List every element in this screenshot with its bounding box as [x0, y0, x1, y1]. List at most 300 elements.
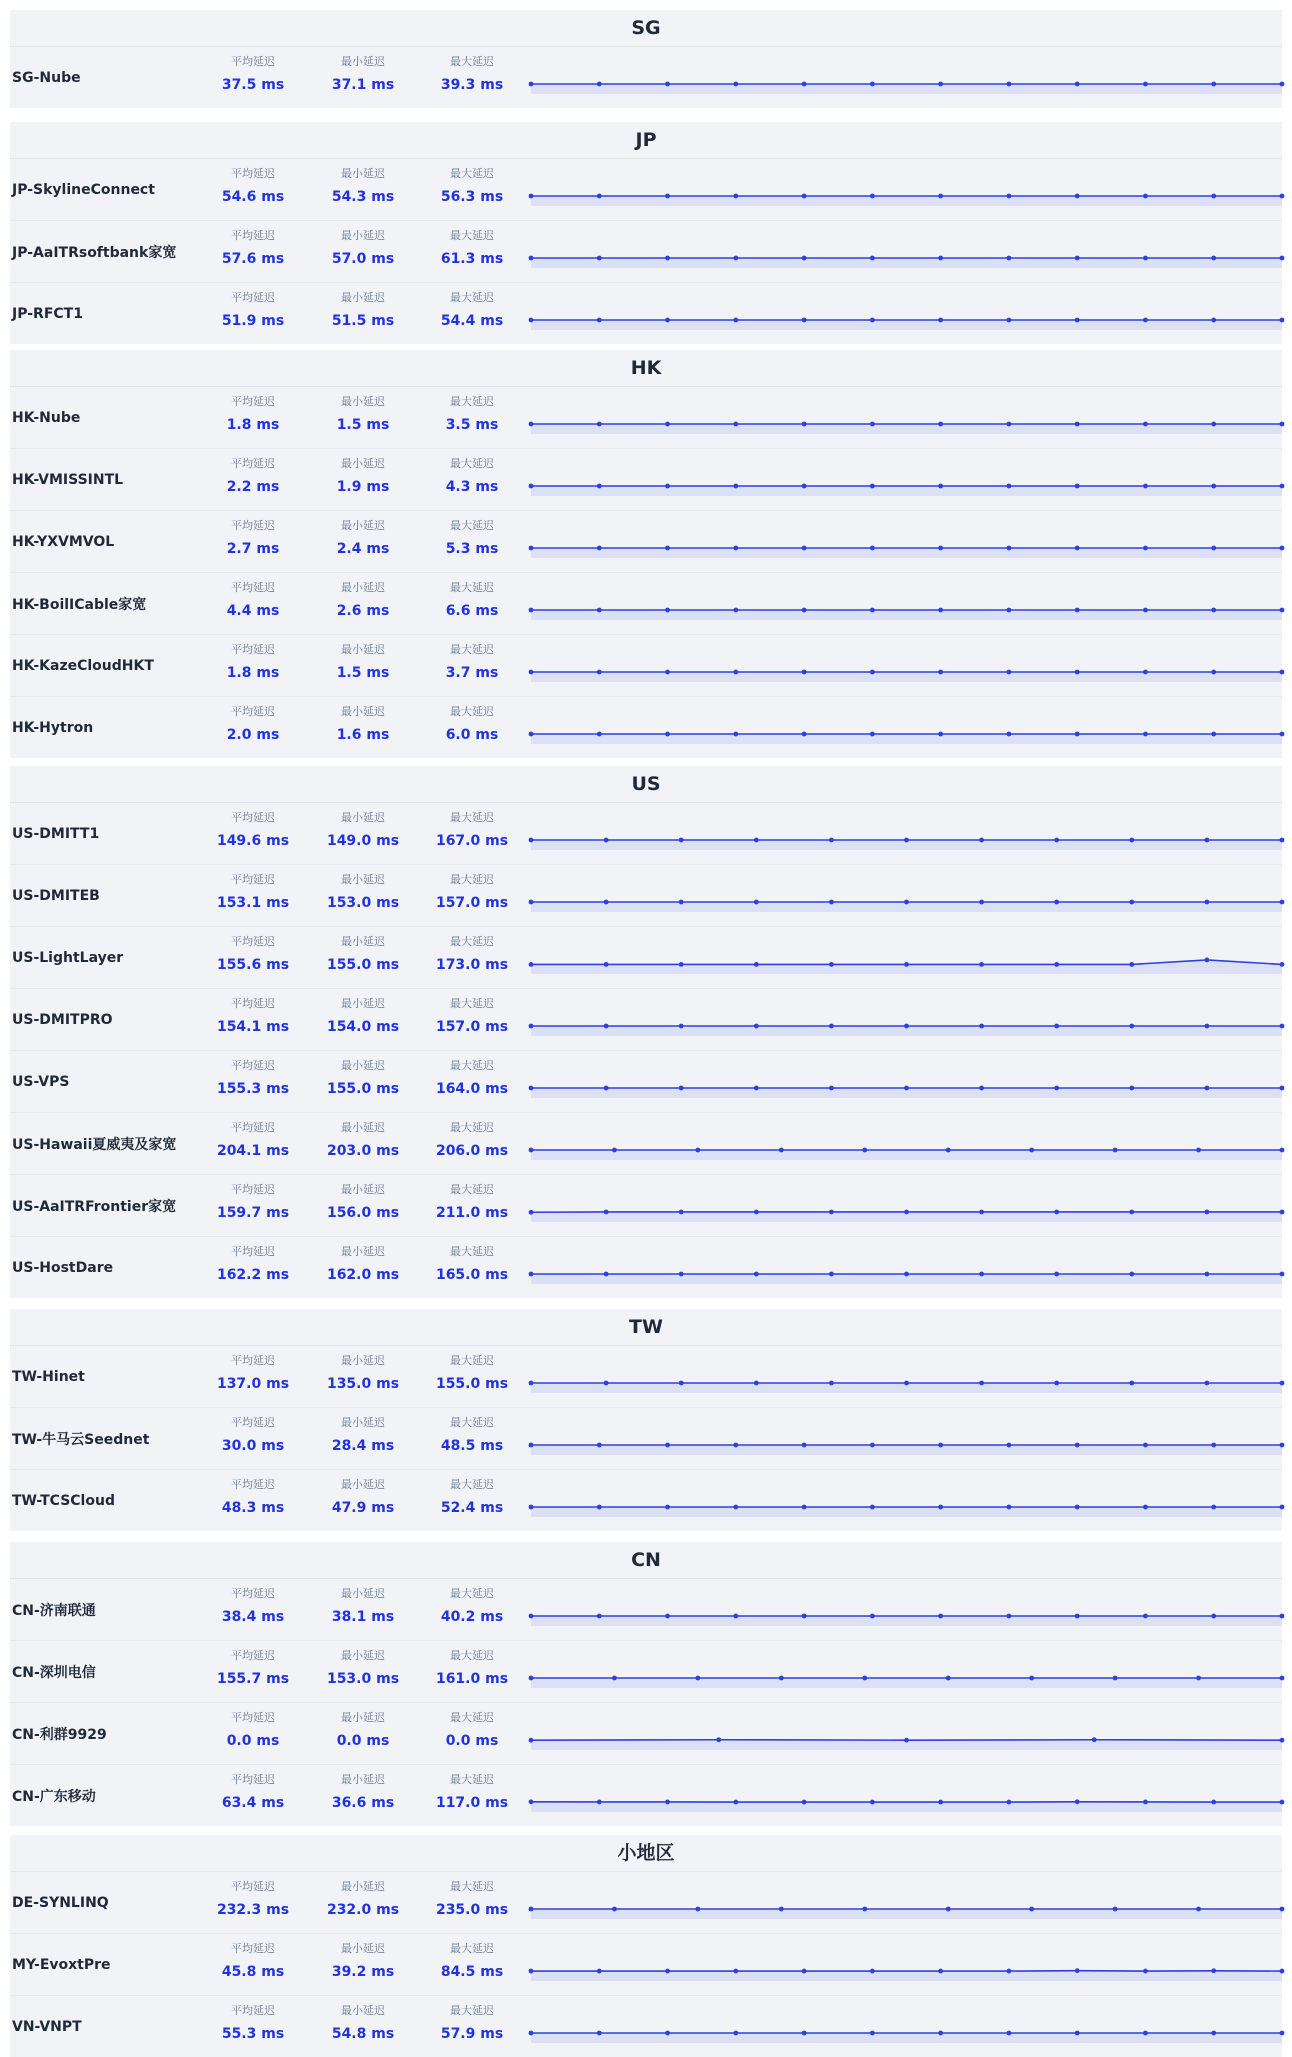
avg-latency-label: 平均延迟 [198, 1477, 308, 1493]
max-latency-value: 211.0 ms [417, 1202, 527, 1224]
avg-latency-value: 155.7 ms [198, 1668, 308, 1690]
min-latency-label: 最小延迟 [308, 518, 418, 534]
avg-latency-value: 4.4 ms [198, 600, 308, 622]
sparkline-point-1 [612, 1676, 617, 1681]
max-latency-value: 167.0 ms [417, 830, 527, 852]
node-name: JP-AaITRsoftbank家宽 [12, 221, 176, 282]
sparkline-point-10 [1211, 484, 1216, 489]
node-name: TW-TCSCloud [12, 1470, 115, 1531]
node-row-1[interactable] [10, 448, 1282, 510]
sparkline-point-6 [938, 1443, 943, 1448]
node-row-0[interactable] [10, 47, 1282, 108]
min-latency-label: 最小延迟 [308, 1772, 418, 1788]
min-latency-label: 最小延迟 [308, 166, 418, 182]
min-latency-stat [308, 1244, 418, 1286]
sparkline-point-1 [597, 1969, 602, 1974]
min-latency-label: 最小延迟 [308, 1353, 418, 1369]
min-latency-stat [308, 1353, 418, 1395]
avg-latency-stat [198, 580, 308, 622]
sparkline-area [531, 1971, 1282, 1981]
node-row-2[interactable] [10, 1702, 1282, 1764]
sparkline-area [531, 610, 1282, 620]
region-title: HK [10, 350, 1282, 387]
latency-sparkline[interactable] [531, 1113, 1282, 1174]
node-name: US-HostDare [12, 1237, 113, 1298]
min-latency-value: 155.0 ms [308, 954, 418, 976]
node-row-2[interactable] [10, 282, 1282, 344]
sparkline-point-2 [665, 1443, 670, 1448]
sparkline-point-7 [1007, 2031, 1012, 2036]
node-row-2[interactable] [10, 926, 1282, 988]
sparkline-point-4 [802, 670, 807, 675]
region-rows [10, 47, 1282, 108]
avg-latency-value: 48.3 ms [198, 1497, 308, 1519]
max-latency-label: 最大延迟 [417, 1415, 527, 1431]
min-latency-value: 1.6 ms [308, 724, 418, 746]
max-latency-stat [417, 1415, 527, 1457]
sparkline-point-4 [829, 1086, 834, 1091]
sparkline-point-6 [979, 1210, 984, 1215]
min-latency-stat [308, 1477, 418, 1519]
max-latency-label: 最大延迟 [417, 228, 527, 244]
max-latency-stat [417, 1058, 527, 1100]
node-row-3[interactable] [10, 1764, 1282, 1826]
sparkline-point-11 [1280, 422, 1285, 427]
sparkline-point-8 [1196, 1148, 1201, 1153]
sparkline-point-8 [1129, 900, 1134, 905]
region-title: 小地区 [10, 1835, 1282, 1872]
sparkline-point-0 [529, 1024, 534, 1029]
sparkline-point-4 [802, 256, 807, 261]
latency-sparkline[interactable] [531, 449, 1282, 510]
node-row-2[interactable] [10, 510, 1282, 572]
avg-latency-label: 平均延迟 [198, 1415, 308, 1431]
avg-latency-value: 38.4 ms [198, 1606, 308, 1628]
max-latency-stat [417, 1244, 527, 1286]
sparkline-point-5 [870, 256, 875, 261]
max-latency-value: 3.5 ms [417, 414, 527, 436]
max-latency-value: 39.3 ms [417, 74, 527, 96]
min-latency-value: 153.0 ms [308, 1668, 418, 1690]
sparkline-point-9 [1205, 1272, 1210, 1277]
sparkline-point-7 [1113, 1148, 1118, 1153]
max-latency-value: 161.0 ms [417, 1668, 527, 1690]
latency-sparkline[interactable] [531, 1996, 1282, 2057]
min-latency-stat [308, 934, 418, 976]
node-name: CN-广东移动 [12, 1765, 96, 1826]
min-latency-stat [308, 54, 418, 96]
max-latency-stat [417, 1941, 527, 1983]
avg-latency-label: 平均延迟 [198, 934, 308, 950]
min-latency-value: 39.2 ms [308, 1961, 418, 1983]
avg-latency-value: 153.1 ms [198, 892, 308, 914]
sparkline-point-6 [1029, 1907, 1034, 1912]
sparkline-point-8 [1075, 546, 1080, 551]
max-latency-stat [417, 1120, 527, 1162]
node-name: US-DMITPRO [12, 989, 113, 1050]
sparkline-point-4 [802, 546, 807, 551]
sparkline-point-4 [802, 484, 807, 489]
sparkline-point-5 [870, 670, 875, 675]
region-group [10, 10, 1282, 108]
sparkline-area [531, 1150, 1282, 1160]
sparkline-point-6 [938, 546, 943, 551]
sparkline-point-2 [665, 1505, 670, 1510]
sparkline-point-6 [938, 2031, 943, 2036]
sparkline-point-4 [1280, 1738, 1285, 1743]
avg-latency-value: 159.7 ms [198, 1202, 308, 1224]
sparkline-point-4 [802, 608, 807, 613]
sparkline-point-10 [1211, 256, 1216, 261]
max-latency-label: 最大延迟 [417, 872, 527, 888]
sparkline-point-3 [733, 732, 738, 737]
node-row-0[interactable] [10, 1579, 1282, 1640]
latency-sparkline[interactable] [531, 1470, 1282, 1531]
max-latency-value: 117.0 ms [417, 1792, 527, 1814]
min-latency-stat [308, 394, 418, 436]
sparkline-point-5 [870, 1443, 875, 1448]
node-row-2[interactable] [10, 1995, 1282, 2057]
latency-sparkline[interactable] [531, 1579, 1282, 1640]
sparkline-point-7 [1054, 1210, 1059, 1215]
node-name: JP-SkylineConnect [12, 159, 155, 220]
sparkline-point-8 [1075, 422, 1080, 427]
latency-sparkline[interactable] [531, 573, 1282, 634]
sparkline-point-4 [802, 2031, 807, 2036]
avg-latency-stat [198, 1648, 308, 1690]
node-row-3[interactable] [10, 988, 1282, 1050]
latency-sparkline[interactable] [531, 159, 1282, 220]
sparkline-point-2 [679, 1210, 684, 1215]
region-title: CN [10, 1542, 1282, 1579]
sparkline-point-8 [1196, 1676, 1201, 1681]
latency-sparkline[interactable] [531, 927, 1282, 988]
sparkline-point-3 [733, 82, 738, 87]
sparkline-point-9 [1143, 2031, 1148, 2036]
node-name: TW-牛马云Seednet [12, 1408, 149, 1469]
latency-sparkline[interactable] [531, 1765, 1282, 1826]
latency-sparkline[interactable] [531, 1346, 1282, 1407]
node-row-0[interactable] [10, 159, 1282, 220]
sparkline-point-5 [870, 82, 875, 87]
node-name: CN-深圳电信 [12, 1641, 96, 1702]
min-latency-label: 最小延迟 [308, 810, 418, 826]
min-latency-stat [308, 872, 418, 914]
avg-latency-stat [198, 704, 308, 746]
min-latency-value: 37.1 ms [308, 74, 418, 96]
sparkline-point-3 [779, 1676, 784, 1681]
node-row-5[interactable] [10, 1112, 1282, 1174]
sparkline-point-8 [1129, 962, 1134, 967]
max-latency-value: 157.0 ms [417, 892, 527, 914]
min-latency-stat [308, 580, 418, 622]
sparkline-point-4 [802, 422, 807, 427]
sparkline-point-3 [754, 1210, 759, 1215]
sparkline-point-9 [1143, 256, 1148, 261]
sparkline-point-2 [695, 1907, 700, 1912]
max-latency-label: 最大延迟 [417, 1879, 527, 1895]
sparkline-point-7 [1113, 1907, 1118, 1912]
sparkline-point-8 [1075, 732, 1080, 737]
avg-latency-label: 平均延迟 [198, 1120, 308, 1136]
latency-sparkline[interactable] [531, 511, 1282, 572]
min-latency-value: 28.4 ms [308, 1435, 418, 1457]
node-row-1[interactable] [10, 1933, 1282, 1995]
sparkline-point-0 [529, 1505, 534, 1510]
avg-latency-label: 平均延迟 [198, 290, 308, 306]
min-latency-value: 154.0 ms [308, 1016, 418, 1038]
max-latency-value: 48.5 ms [417, 1435, 527, 1457]
sparkline-point-8 [1075, 670, 1080, 675]
sparkline-point-1 [604, 962, 609, 967]
avg-latency-label: 平均延迟 [198, 518, 308, 534]
sparkline-point-7 [1113, 1676, 1118, 1681]
avg-latency-label: 平均延迟 [198, 1058, 308, 1074]
sparkline-point-6 [979, 838, 984, 843]
min-latency-label: 最小延迟 [308, 1477, 418, 1493]
max-latency-stat [417, 810, 527, 852]
sparkline-point-5 [904, 838, 909, 843]
avg-latency-value: 51.9 ms [198, 310, 308, 332]
sparkline-point-9 [1280, 1676, 1285, 1681]
sparkline-point-10 [1211, 82, 1216, 87]
sparkline-point-1 [604, 1024, 609, 1029]
sparkline-point-11 [1280, 670, 1285, 675]
latency-sparkline[interactable] [531, 221, 1282, 282]
avg-latency-label: 平均延迟 [198, 810, 308, 826]
sparkline-point-5 [870, 1800, 875, 1805]
max-latency-label: 最大延迟 [417, 54, 527, 70]
avg-latency-value: 154.1 ms [198, 1016, 308, 1038]
avg-latency-label: 平均延迟 [198, 1772, 308, 1788]
sparkline-point-3 [733, 670, 738, 675]
avg-latency-stat [198, 1058, 308, 1100]
max-latency-value: 4.3 ms [417, 476, 527, 498]
sparkline-point-8 [1075, 1614, 1080, 1619]
sparkline-point-0 [529, 838, 534, 843]
region-title: US [10, 766, 1282, 803]
sparkline-point-7 [1054, 962, 1059, 967]
sparkline-point-8 [1075, 82, 1080, 87]
sparkline-point-6 [938, 256, 943, 261]
latency-sparkline[interactable] [531, 1237, 1282, 1298]
node-row-1[interactable] [10, 220, 1282, 282]
sparkline-point-5 [946, 1907, 951, 1912]
latency-sparkline[interactable] [531, 387, 1282, 448]
sparkline-point-7 [1054, 1272, 1059, 1277]
sparkline-point-4 [862, 1907, 867, 1912]
sparkline-point-6 [938, 422, 943, 427]
latency-sparkline[interactable] [531, 1703, 1282, 1764]
node-row-1[interactable] [10, 1407, 1282, 1469]
avg-latency-label: 平均延迟 [198, 872, 308, 888]
sparkline-point-0 [529, 1907, 534, 1912]
node-row-0[interactable] [10, 1346, 1282, 1407]
sparkline-point-10 [1280, 1210, 1285, 1215]
avg-latency-stat [198, 1120, 308, 1162]
sparkline-point-1 [597, 1614, 602, 1619]
max-latency-value: 164.0 ms [417, 1078, 527, 1100]
sparkline-point-4 [802, 732, 807, 737]
avg-latency-stat [198, 642, 308, 684]
max-latency-value: 57.9 ms [417, 2023, 527, 2045]
sparkline-point-1 [597, 318, 602, 323]
node-row-7[interactable] [10, 1236, 1282, 1298]
node-row-0[interactable] [10, 387, 1282, 448]
min-latency-label: 最小延迟 [308, 1941, 418, 1957]
max-latency-label: 最大延迟 [417, 1941, 527, 1957]
min-latency-value: 162.0 ms [308, 1264, 418, 1286]
sparkline-point-1 [597, 256, 602, 261]
sparkline-point-10 [1280, 1024, 1285, 1029]
sparkline-point-9 [1143, 608, 1148, 613]
avg-latency-label: 平均延迟 [198, 642, 308, 658]
sparkline-point-7 [1007, 318, 1012, 323]
sparkline-area [531, 1802, 1282, 1812]
latency-sparkline[interactable] [531, 989, 1282, 1050]
max-latency-label: 最大延迟 [417, 1648, 527, 1664]
node-row-2[interactable] [10, 1469, 1282, 1531]
sparkline-point-9 [1280, 1148, 1285, 1153]
min-latency-stat [308, 1415, 418, 1457]
sparkline-point-6 [938, 732, 943, 737]
min-latency-label: 最小延迟 [308, 290, 418, 306]
node-row-5[interactable] [10, 696, 1282, 758]
sparkline-point-9 [1205, 900, 1210, 905]
sparkline-area [531, 1507, 1282, 1517]
max-latency-stat [417, 1586, 527, 1628]
sparkline-point-3 [733, 318, 738, 323]
min-latency-value: 153.0 ms [308, 892, 418, 914]
sparkline-point-9 [1143, 1443, 1148, 1448]
latency-sparkline[interactable] [531, 1872, 1282, 1933]
node-row-1[interactable] [10, 1640, 1282, 1702]
sparkline-point-8 [1129, 1210, 1134, 1215]
latency-sparkline[interactable] [531, 1051, 1282, 1112]
sparkline-point-10 [1280, 1381, 1285, 1386]
sparkline-point-0 [529, 900, 534, 905]
min-latency-value: 1.5 ms [308, 662, 418, 684]
sparkline-point-6 [938, 608, 943, 613]
min-latency-value: 2.6 ms [308, 600, 418, 622]
node-row-6[interactable] [10, 1174, 1282, 1236]
max-latency-label: 最大延迟 [417, 934, 527, 950]
latency-sparkline[interactable] [531, 47, 1282, 108]
sparkline-point-1 [604, 1086, 609, 1091]
latency-sparkline[interactable] [531, 865, 1282, 926]
max-latency-label: 最大延迟 [417, 2003, 527, 2019]
sparkline-point-1 [597, 1443, 602, 1448]
node-row-0[interactable] [10, 803, 1282, 864]
avg-latency-stat [198, 810, 308, 852]
min-latency-value: 1.9 ms [308, 476, 418, 498]
latency-sparkline[interactable] [531, 697, 1282, 758]
avg-latency-value: 55.3 ms [198, 2023, 308, 2045]
region-group [10, 1309, 1282, 1531]
sparkline-point-1 [716, 1737, 721, 1742]
sparkline-point-8 [1075, 256, 1080, 261]
node-row-0[interactable] [10, 1872, 1282, 1933]
sparkline-point-5 [904, 900, 909, 905]
sparkline-point-11 [1280, 1969, 1285, 1974]
node-row-4[interactable] [10, 1050, 1282, 1112]
node-name: US-DMITEB [12, 865, 100, 926]
sparkline-area [531, 2033, 1282, 2043]
latency-sparkline[interactable] [531, 1175, 1282, 1236]
sparkline-point-4 [802, 194, 807, 199]
sparkline-point-2 [665, 194, 670, 199]
sparkline-point-3 [754, 1381, 759, 1386]
latency-sparkline[interactable] [531, 1934, 1282, 1995]
min-latency-label: 最小延迟 [308, 704, 418, 720]
sparkline-point-1 [597, 670, 602, 675]
sparkline-point-7 [1007, 1800, 1012, 1805]
min-latency-label: 最小延迟 [308, 1058, 418, 1074]
sparkline-point-11 [1280, 484, 1285, 489]
sparkline-point-10 [1211, 422, 1216, 427]
node-name: JP-RFCT1 [12, 283, 83, 344]
min-latency-value: 0.0 ms [308, 1730, 418, 1752]
sparkline-point-10 [1211, 2031, 1216, 2036]
sparkline-point-9 [1143, 546, 1148, 551]
min-latency-label: 最小延迟 [308, 934, 418, 950]
min-latency-stat [308, 1182, 418, 1224]
sparkline-point-8 [1075, 1799, 1080, 1804]
avg-latency-value: 63.4 ms [198, 1792, 308, 1814]
sparkline-point-2 [679, 1024, 684, 1029]
region-rows [10, 1346, 1282, 1531]
node-row-3[interactable] [10, 572, 1282, 634]
min-latency-stat [308, 518, 418, 560]
min-latency-value: 47.9 ms [308, 1497, 418, 1519]
max-latency-label: 最大延迟 [417, 810, 527, 826]
sparkline-point-2 [665, 318, 670, 323]
max-latency-value: 84.5 ms [417, 1961, 527, 1983]
sparkline-point-9 [1205, 1381, 1210, 1386]
latency-sparkline[interactable] [531, 635, 1282, 696]
sparkline-point-2 [679, 1086, 684, 1091]
sparkline-point-6 [938, 82, 943, 87]
min-latency-label: 最小延迟 [308, 1182, 418, 1198]
sparkline-point-8 [1129, 1024, 1134, 1029]
sparkline-point-1 [597, 82, 602, 87]
sparkline-point-5 [870, 1614, 875, 1619]
sparkline-point-8 [1075, 484, 1080, 489]
sparkline-point-11 [1280, 1614, 1285, 1619]
sparkline-point-2 [679, 900, 684, 905]
latency-sparkline[interactable] [531, 283, 1282, 344]
sparkline-point-6 [979, 962, 984, 967]
latency-sparkline[interactable] [531, 803, 1282, 864]
node-name: US-VPS [12, 1051, 69, 1112]
avg-latency-value: 2.2 ms [198, 476, 308, 498]
sparkline-point-10 [1280, 838, 1285, 843]
region-title: SG [10, 10, 1282, 47]
sparkline-point-0 [529, 732, 534, 737]
node-row-1[interactable] [10, 864, 1282, 926]
latency-sparkline[interactable] [531, 1641, 1282, 1702]
max-latency-stat [417, 934, 527, 976]
sparkline-point-4 [829, 1381, 834, 1386]
latency-sparkline[interactable] [531, 1408, 1282, 1469]
sparkline-point-4 [802, 1800, 807, 1805]
sparkline-point-8 [1075, 1443, 1080, 1448]
sparkline-point-11 [1280, 1443, 1285, 1448]
avg-latency-label: 平均延迟 [198, 1182, 308, 1198]
node-row-4[interactable] [10, 634, 1282, 696]
max-latency-value: 5.3 ms [417, 538, 527, 560]
sparkline-point-8 [1129, 1086, 1134, 1091]
